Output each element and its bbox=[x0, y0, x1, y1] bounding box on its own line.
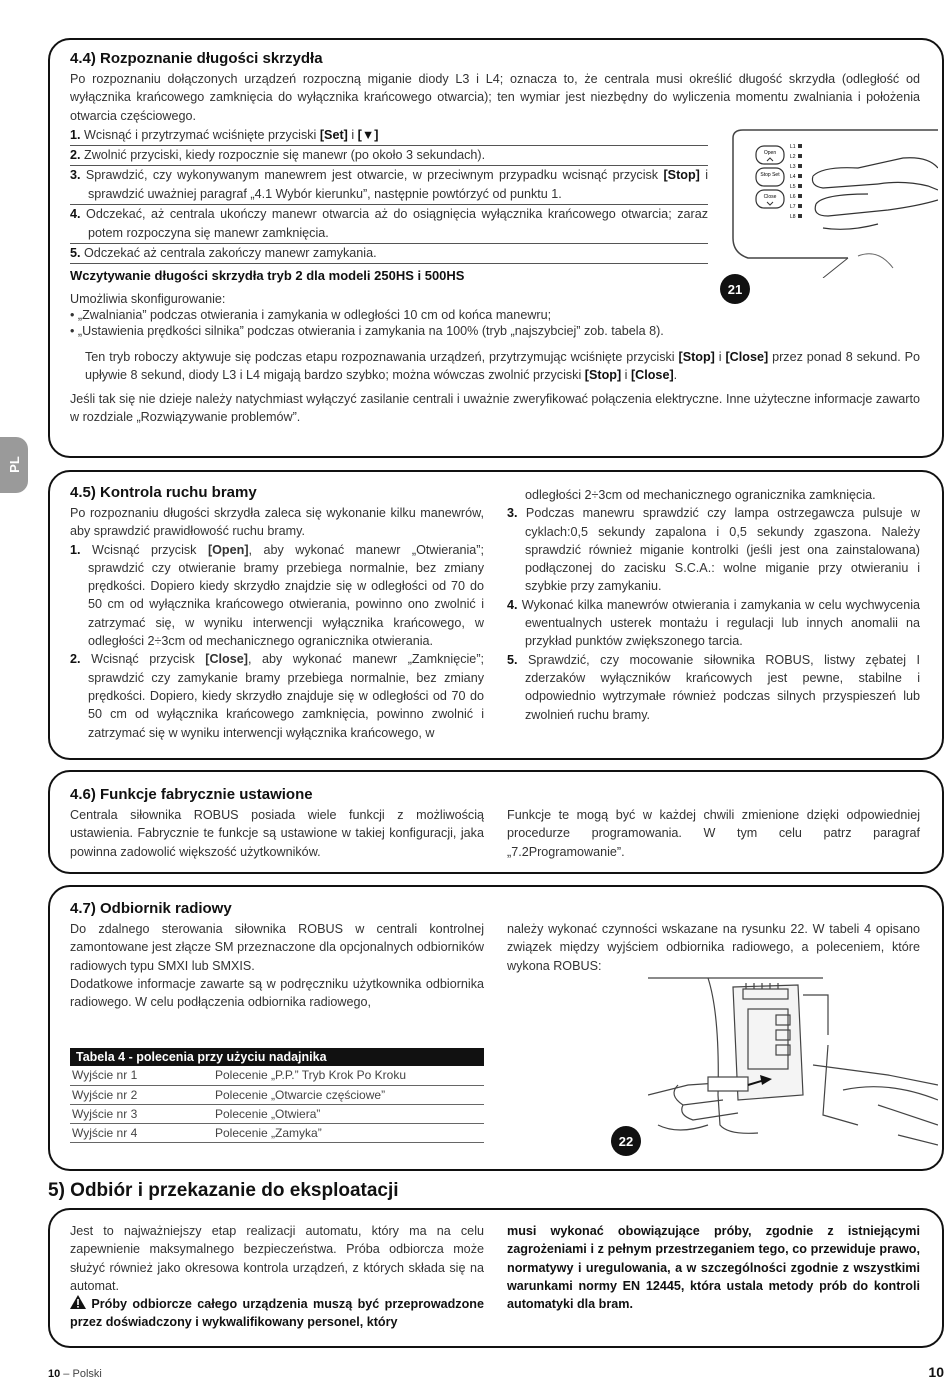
section-4-7-text-1: Do zdalnego sterowania siłownika ROBUS w centrali kontrolnej zamontowane jest złącze SM przeznaczone dla opcjonalnych odbiorników radiowych typu SMXI lub SMXIS. bbox=[70, 922, 484, 973]
section-4-6-title: 4.6) Funkcje fabrycznie ustawione bbox=[70, 786, 313, 803]
led-column bbox=[790, 144, 802, 220]
text-run: Wykonać kilka manewrów otwierania i zamykania w celu wychwycenia ewentualnych usterek montażu i regulacji lub innych anomalii na przykład punktów zwiększonego tarcia. bbox=[521, 597, 920, 649]
text-run: , aby wykonać manewr „Otwierania”; sprawdzić czy otwieranie bramy przebiega normalnie, bez zmiany prędkości. Dopiero kiedy skrzydło znajdzie się w odległości od 70 do 50 cm od wyłącznika krańcowego otwierania, powinno ono zwolnić i zatrzymać się, w wyniku interwencji wyłącznika krańcowego, w odległości 2÷3cm od mechanicznego ogranicznika otwierania. bbox=[88, 542, 484, 649]
footer-page-number: 10 bbox=[48, 1368, 61, 1380]
figure-21 bbox=[728, 128, 938, 278]
step-5 bbox=[70, 244, 708, 264]
bullet-text: „Ustawienia prędkości silnika” podczas otwierania i zamykania na 100% (tryb „najszybciej” zob. tabela 8). bbox=[77, 324, 664, 338]
step-text: Sprawdzić, czy wykonywanym manewrem jest otwarcie, w przeciwnym przypadku wcisnąć przycisk bbox=[85, 168, 664, 182]
check-item-2-continued: odległości 2÷3cm od mechanicznego ogranicznika zamknięcia. bbox=[525, 488, 876, 502]
led-label: L1 bbox=[790, 144, 796, 150]
text-run: Sprawdzić, czy mocowanie siłownika ROBUS, listwy zębatej I zderzaków wyłączników krańcowych jest pewne, stabilne i odpowiednio wytrzymałe również podczas silnych przyspieszeń lub zwolnień ruchu bramy. bbox=[525, 652, 921, 722]
key-close: [Close] bbox=[205, 652, 248, 667]
bullet-text: „Zwalniania” podczas otwierania i zamykania w odległości 10 cm od końca manewru; bbox=[77, 308, 552, 322]
mode2-bullet-2: • „Ustawienia prędkości silnika” podczas otwierania i zamykania na 100% (tryb „najszybciej” zob. tabela 8). bbox=[70, 324, 664, 338]
step-text: Odczekać, aż centrala ukończy manewr otwarcia aż do osiągnięcia wyłącznika krańcowego otwarcia; zaraz potem rozpoczyna się manewr zamknięcia. bbox=[86, 207, 708, 240]
open-button-label: Open bbox=[763, 150, 777, 156]
footer-page-number-right: 10 bbox=[928, 1364, 944, 1380]
text-run: i bbox=[621, 368, 631, 383]
section-5-title: 5) Odbiór i przekazanie do eksploatacji bbox=[48, 1180, 399, 1201]
mode2-bullet-1: • „Zwalniania” podczas otwierania i zamykania w odległości 10 cm od końca manewru; bbox=[70, 308, 552, 322]
section-4-7-right: należy wykonać czynności wskazane na rysunku 22. W tabeli 4 opisano związek między wyjściem odbiornika radiowego, a poleceniem, które wykona ROBUS: bbox=[507, 922, 920, 973]
step-text: Odczekać aż centrala zakończy manewr zamykania. bbox=[84, 246, 377, 260]
table-row bbox=[70, 1123, 484, 1142]
step-number: 2. bbox=[70, 148, 81, 162]
text-run: Wcisnąć przycisk bbox=[91, 542, 208, 557]
step-number: 4. bbox=[70, 207, 81, 221]
section-4-4-warning: Jeśli tak się nie dzieje należy natychmiast wyłączyć zasilanie centrali i uważnie zweryfikować połączenia elektryczne. Inne użyteczne informacje zawarto w rozdziale „Rozwiązywanie problemów”. bbox=[70, 392, 920, 425]
text-run: przez ponad 8 sekund. Po upływie 8 sekund, diody L3 i L4 migają bardzo szybko; można wówczas zwolnić przyciski bbox=[85, 350, 921, 383]
check-item-1 bbox=[70, 541, 484, 651]
table-cell-output: Wyjście nr 3 bbox=[70, 1104, 213, 1123]
footer-left: 10 – Polski bbox=[48, 1368, 102, 1380]
led-label: L7 bbox=[790, 204, 796, 210]
key-stop: [Stop] bbox=[678, 350, 715, 364]
key-open: [Open] bbox=[207, 542, 249, 557]
step-number: 1. bbox=[70, 128, 81, 142]
text-run: , aby wykonać manewr „Zamknięcie”; sprawdzić czy zamykanie bramy przebiega normalnie, bez zmiany prędkości. Dopiero, kiedy skrzydło znajduje się w odległości od 70 do 50 cm od wyłącznika krańcowego zamknięcia, powinno zwolnić i zatrzymać się w wyniku interwencji wyłącznika krańcowego, w bbox=[88, 652, 485, 740]
key-stop: [Stop] bbox=[584, 368, 622, 383]
table-cell-output: Wyjście nr 1 bbox=[70, 1066, 213, 1085]
text-run: Podczas manewru sprawdzić czy lampa ostrzegawcza pulsuje w cyklach:0,5 sekundy zapalona i 0,5 sekundy zgaszona. Należy sprawdzić również miganie kontrolki (jeśli jest ona zainstalowana) podłączonej do zacisku S.C.A.: wolne miganie przy otwieraniu i szybkie przy zamykaniu. bbox=[525, 506, 920, 594]
section-4-7-title: 4.7) Odbiornik radiowy bbox=[70, 900, 232, 917]
step-4 bbox=[70, 205, 708, 244]
table-cell-command: Polecenie „P.P.” Tryb Krok Po Kroku bbox=[213, 1066, 484, 1085]
section-4-5-right-column bbox=[507, 486, 920, 724]
led-label: L5 bbox=[790, 184, 796, 190]
table-cell-output: Wyjście nr 4 bbox=[70, 1123, 213, 1142]
hand-illustration bbox=[812, 158, 938, 230]
mode2-subheading: Wczytywanie długości skrzydła tryb 2 dla modeli 250HS i 500HS bbox=[70, 268, 465, 283]
table-4 bbox=[70, 1048, 484, 1143]
section-4-6-right: Funkcje te mogą być w każdej chwili zmienione dzięki odpowiedniej procedurze programowania. W tym celu patrz paragraf „7.2Programowanie”. bbox=[507, 808, 920, 859]
check-item-5 bbox=[507, 651, 920, 724]
step-2 bbox=[70, 146, 708, 166]
key-stop: [Stop] bbox=[663, 168, 700, 182]
table-cell-output: Wyjście nr 2 bbox=[70, 1085, 213, 1104]
section-4-4-steps bbox=[70, 126, 708, 264]
warning-text: Próby odbiorcze całego urządzenia muszą być przeprowadzone przez doświadczony i wykwalifikowany personel, który bbox=[70, 1297, 484, 1330]
step-number: 5. bbox=[70, 246, 81, 260]
mode2-enables: Umożliwia skonfigurowanie: bbox=[70, 292, 226, 306]
key-set: [Set] bbox=[319, 128, 348, 142]
section-4-5-title: 4.5) Kontrola ruchu bramy bbox=[70, 484, 257, 501]
table-cell-command: Polecenie „Zamyka” bbox=[213, 1123, 484, 1142]
check-item-4 bbox=[507, 596, 920, 651]
table-row bbox=[70, 1085, 484, 1104]
step-text: Wcisnąć i przytrzymać wciśnięte przyciski bbox=[84, 128, 320, 142]
section-5-left bbox=[70, 1222, 484, 1332]
led-label: L6 bbox=[790, 194, 796, 200]
receiver-illustration bbox=[648, 975, 938, 1165]
key-close: [Close] bbox=[725, 350, 769, 364]
section-5-warning-left bbox=[70, 1295, 484, 1332]
warning-icon bbox=[70, 1295, 86, 1309]
check-item-2 bbox=[70, 650, 484, 741]
key-down: [▼] bbox=[357, 128, 379, 142]
footer-language: Polski bbox=[72, 1368, 102, 1380]
step-text: i sprawdzić uważniej paragraf „4.1 Wybór kierunku”, następnie powtórzyć od punktu 1. bbox=[88, 168, 709, 201]
check-item-3 bbox=[507, 504, 920, 595]
section-4-5-left-column bbox=[70, 504, 484, 742]
item-number: 2. bbox=[70, 652, 81, 667]
item-number: 1. bbox=[70, 542, 81, 557]
table-row bbox=[70, 1066, 484, 1085]
panel-buttons bbox=[756, 146, 784, 208]
table-cell-command: Polecenie „Otwarcie częściowe” bbox=[213, 1085, 484, 1104]
control-panel-illustration bbox=[728, 128, 938, 278]
language-tab bbox=[0, 437, 28, 493]
item-number: 5. bbox=[507, 652, 518, 667]
text-run: Ten tryb roboczy aktywuje się podczas etapu rozpoznawania urządzeń, przytrzymując wciśnięte przyciski bbox=[85, 350, 679, 364]
section-4-4-intro: Po rozpoznaniu dołączonych urządzeń rozpoczną miganie diody L3 i L4; oznacza to, że centrala musi określić długość skrzydła (odległość od wyłącznika krańcowego zamknięcia do wyłącznika krańcowego otwarcia); ten wymiar jest niezbędny do wyliczenia momentu zwalniania i położenia otwarcia częściowego. bbox=[70, 72, 920, 123]
led-label: L4 bbox=[790, 174, 796, 180]
section-4-7-left bbox=[70, 920, 484, 1011]
text-run: Wcisnąć przycisk bbox=[91, 652, 206, 667]
close-button-label: Close bbox=[763, 194, 777, 200]
key-close: [Close] bbox=[630, 368, 674, 383]
table-cell-command: Polecenie „Otwiera” bbox=[213, 1104, 484, 1123]
mode2-description bbox=[85, 348, 920, 385]
figure-22-badge: 22 bbox=[611, 1126, 641, 1156]
step-3 bbox=[70, 166, 708, 205]
text-run: i bbox=[714, 350, 726, 364]
section-4-4-title: 4.4) Rozpoznanie długości skrzydła bbox=[70, 50, 323, 67]
led-label: L2 bbox=[790, 154, 796, 160]
step-text: Zwolnić przyciski, kiedy rozpocznie się manewr (po około 3 sekundach). bbox=[84, 148, 486, 162]
step-1 bbox=[70, 126, 708, 146]
figure-22 bbox=[648, 975, 938, 1165]
table-row bbox=[70, 1104, 484, 1123]
step-text: i bbox=[347, 128, 358, 142]
text-run: . bbox=[673, 368, 678, 383]
section-4-6-left: Centrala siłownika ROBUS posiada wiele funkcji z możliwością ustawienia. Fabrycznie te funkcje są ustawione w takiej konfiguracji, jaka powinna zadowolić większość użytkowników. bbox=[70, 808, 484, 859]
section-5-right: musi wykonać obowiązujące próby, zgodnie z istniejącymi zagrożeniami i z pełnym przestrzeganiem tego, co przewiduje prawo, normatywy i uregulowania, a w szczególności zgodnie z wszystkimi warunkami normy EN 12445, która ustala metody prób do kontroli automatyki dla bram. bbox=[507, 1224, 920, 1312]
section-4-7-text-2: Dodatkowe informacje zawarte są w podręczniku użytkownika odbiornika radiowego. W celu podłączenia odbiornika radiowego, bbox=[70, 976, 484, 1010]
step-number: 3. bbox=[70, 168, 81, 182]
item-number: 4. bbox=[507, 597, 518, 612]
figure-21-badge: 21 bbox=[720, 274, 750, 304]
table-4-title: Tabela 4 - polecenia przy użyciu nadajnika bbox=[70, 1048, 484, 1066]
section-4-5-intro: Po rozpoznaniu długości skrzydła zaleca się wykonanie kilku manewrów, aby sprawdzić prawidłowość ruchu bramy. bbox=[70, 506, 484, 539]
footer-right bbox=[928, 1364, 944, 1380]
section-5-intro: Jest to najważniejszy etap realizacji automatu, który ma na celu zapewnienie maksymalnego bezpieczeństwa. Próba odbiorcza może służyć również jako okresowa kontrola urządzeń, z których składa się na automat. bbox=[70, 1224, 484, 1293]
stop-set-button-label: Stop Set bbox=[760, 172, 780, 178]
led-label: L8 bbox=[790, 214, 796, 220]
language-tab-label: PL bbox=[6, 456, 22, 473]
item-number: 3. bbox=[507, 506, 518, 521]
led-label: L3 bbox=[790, 164, 796, 170]
